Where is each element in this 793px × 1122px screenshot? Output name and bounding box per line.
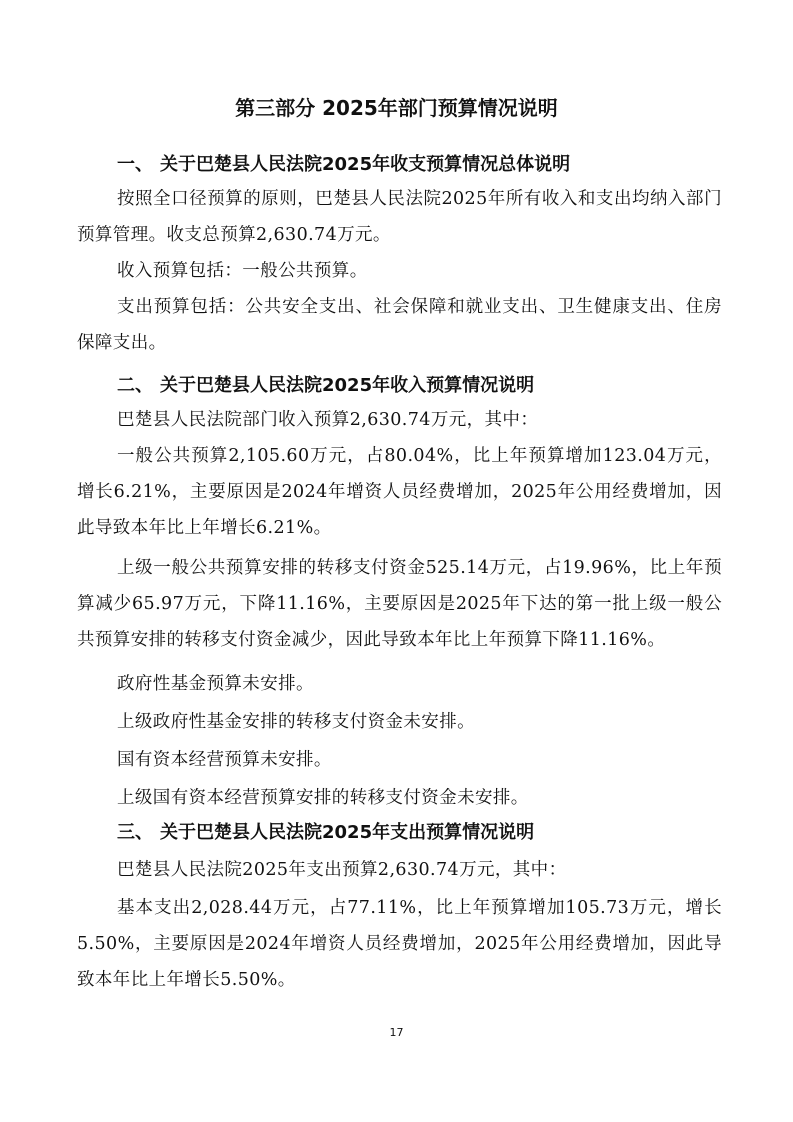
paragraph: 政府性基金预算未安排。 <box>117 674 314 694</box>
section-heading-2 <box>117 373 534 399</box>
paragraph: 巴楚县人民法院部门收入预算2,630.74万元，其中： <box>117 410 539 430</box>
paragraph: 一般公共预算2,105.60万元，占80.04%，比上年预算增加123.04万元，增长6.21%，主要原因是2024年增资人员经费增加，2025年公用经费增加，因此导致本年比上年增长6.21%。 <box>77 446 722 538</box>
section-heading-1 <box>117 152 570 178</box>
paragraph: 巴楚县人民法院2025年支出预算2,630.74万元，其中： <box>117 860 567 880</box>
paragraph: 上级政府性基金安排的转移支付资金未安排。 <box>117 712 475 732</box>
paragraph: 按照全口径预算的原则，巴楚县人民法院2025年所有收入和支出均纳入部门预算管理。收支总预算2,630.74万元。 <box>77 189 722 245</box>
section-number-2: 二、 <box>117 375 153 396</box>
paragraph: 国有资本经营预算未安排。 <box>117 750 332 770</box>
paragraph: 上级国有资本经营预算安排的转移支付资金未安排。 <box>117 788 529 808</box>
section-title-2: 关于巴楚县人民法院2025年收入预算情况说明 <box>160 375 535 396</box>
section-number-1: 一、 <box>117 154 153 175</box>
paragraph: 上级一般公共预算安排的转移支付资金525.14万元，占19.96%，比上年预算减少65.97万元，下降11.16%，主要原因是2025年下达的第一批上级一般公共预算安排的转移支付资金减少，因此导致本年比上年预算下降11.16%。 <box>77 558 722 650</box>
page-number: 17 <box>389 1026 404 1039</box>
paragraph: 支出预算包括：公共安全支出、社会保障和就业支出、卫生健康支出、住房保障支出。 <box>77 297 722 353</box>
section-title-3: 关于巴楚县人民法院2025年支出预算情况说明 <box>160 822 535 843</box>
section-title-1: 关于巴楚县人民法院2025年收支预算情况总体说明 <box>160 154 571 175</box>
section-number-3: 三、 <box>117 822 153 843</box>
document-title: 第三部分 2025年部门预算情况说明 <box>235 96 558 120</box>
section-heading-3 <box>117 820 534 846</box>
paragraph: 收入预算包括：一般公共预算。 <box>117 261 368 281</box>
paragraph: 基本支出2,028.44万元，占77.11%，比上年预算增加105.73万元，增长5.50%，主要原因是2024年增资人员经费增加，2025年公用经费增加，因此导致本年比上年增长5.50%。 <box>77 898 722 990</box>
